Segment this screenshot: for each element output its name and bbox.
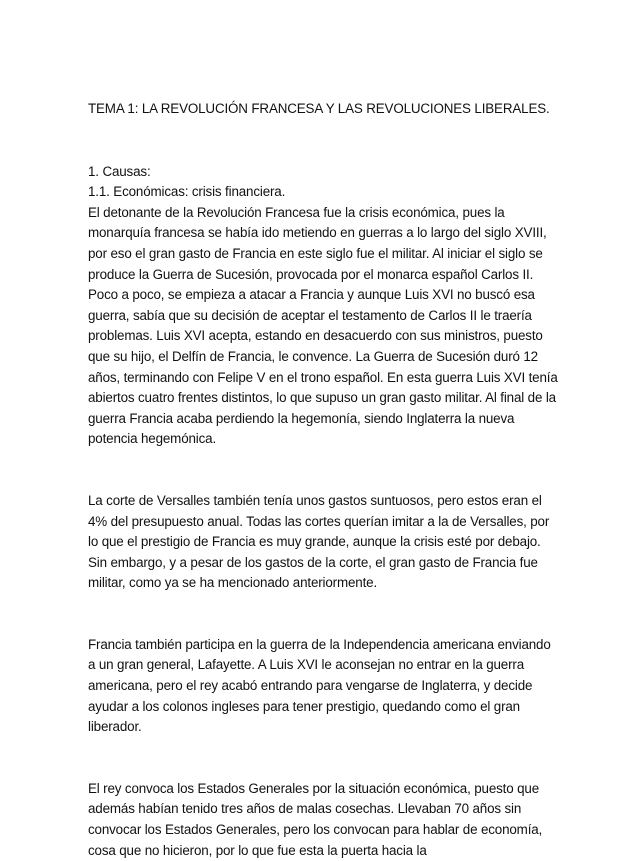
subsection-heading: 1.1. Económicas: crisis financiera. [88,184,286,200]
section-headings [88,162,558,203]
section-heading: 1. Causas: [88,163,151,179]
paragraph-estates-general: El rey convoca los Estados Generales por la situación económica, puesto que además habían tenido tres años de malas cosechas. Llevaban 70 años sin convocar los Estados Generales, pero los convocan para hablar de economía, cosa que no hicieron, por lo que fue esta la puerta hacia la [88,780,543,858]
document-title: TEMA 1: LA REVOLUCIÓN FRANCESA Y LAS REVOLUCIONES LIBERALES. [88,101,550,116]
document-body [88,99,558,861]
paragraph-versailles-court: La corte de Versalles también tenía unos gastos suntuosos, pero estos eran el 4% del presupuesto anual. Todas las cortes querían imitar a la de Versalles, por lo que el prestigio de Francia es muy grande, aunque la crisis esté por debajo. Sin embargo, y a pesar de los gastos de la corte, el gran gasto de Francia fue militar, como ya se ha mencionado anteriormente. [88,492,550,591]
paragraph-economic-crisis: El detonante de la Revolución Francesa fue la crisis económica, pues la monarquía francesa se había ido metiendo en guerras a lo largo del siglo XVIII, por eso el gran gasto de Francia en este siglo fue el militar. Al iniciar el siglo se produce la Guerra de Sucesión, provocada por el monarca español Carlos II. Poco a poco, se empieza a atacar a Francia y aunque Luis XVI no buscó esa guerra, sabía que su decisión de aceptar el testamento de Carlos II le traería problemas. Luis XVI acepta, estando en desacuerdo con sus ministros, puesto que su hijo, el Delfín de Francia, le convence. La Guerra de Sucesión duró 12 años, terminando con Felipe V en el trono español. En esta guerra Luis XVI tenía abiertos cuatro frentes distintos, lo que supuso un gran gasto militar. Al final de la guerra Francia acaba perdiendo la hegemonía, siendo Inglaterra la nueva potencia hegemónica. [88,204,558,447]
paragraph-american-independence: Francia también participa en la guerra de la Independencia americana enviando a un gran general, Lafayette. A Luis XVI le aconsejan no entrar en la guerra americana, pero el rey acabó entrando para vengarse de Inglaterra, y decide ayudar a los colonos ingleses para tener prestigio, quedando como el gran liberador. [88,636,551,735]
